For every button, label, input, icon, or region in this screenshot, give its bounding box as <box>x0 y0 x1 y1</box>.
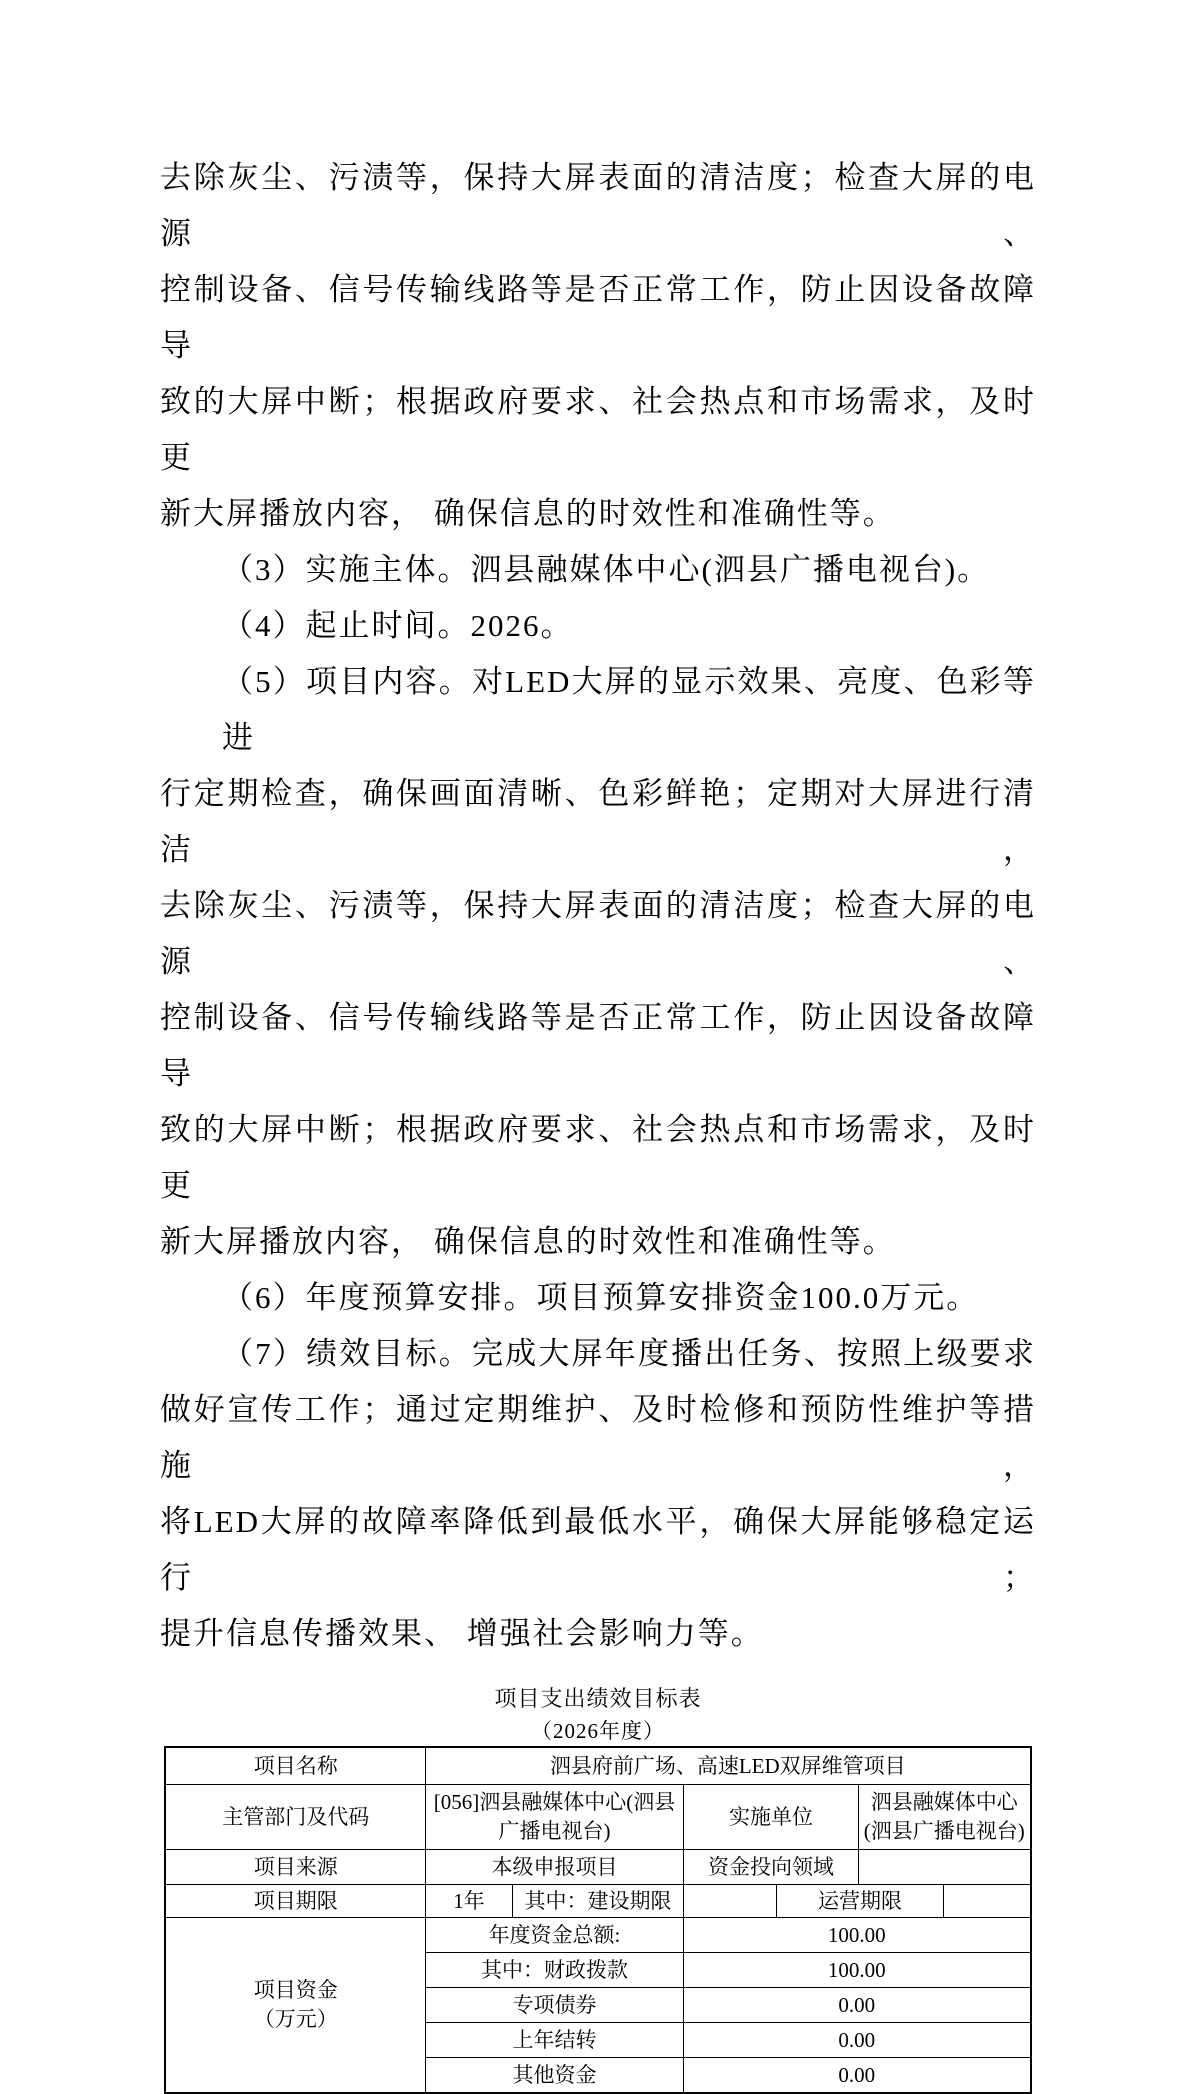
performance-goal-table <box>164 1746 1031 2094</box>
cell-dept-label: 主管部门及代码 <box>165 1785 425 1850</box>
body-text <box>160 150 1036 1662</box>
cell-funds-row-value: 100.00 <box>683 1918 1030 1953</box>
body-line: 去除灰尘、污渍等，保持大屏表面的清洁度；检查大屏的电源、 <box>160 160 1036 251</box>
cell-operation-period <box>943 1885 1030 1918</box>
cell-construction-period <box>683 1885 776 1918</box>
body-line: 致的大屏中断；根据政府要求、社会热点和市场需求，及时更 <box>160 1112 1036 1203</box>
table-row <box>165 1885 1030 1918</box>
table-title: 项目支出绩效目标表 <box>494 1686 702 1711</box>
cell-source-label: 项目来源 <box>165 1850 425 1885</box>
body-line: （6）年度预算安排。项目预算安排资金100.0万元。 <box>222 1280 980 1315</box>
cell-period-label: 项目期限 <box>165 1885 425 1918</box>
cell-funds-row-value: 0.00 <box>683 1988 1030 2023</box>
body-line: 控制设备、信号传输线路等是否正常工作，防止因设备故障导 <box>160 1000 1036 1091</box>
cell-funds-row-label: 其中：财政拨款 <box>425 1953 683 1988</box>
body-line: 去除灰尘、污渍等，保持大屏表面的清洁度；检查大屏的电源、 <box>160 888 1036 979</box>
cell-funds-row-value: 0.00 <box>683 2058 1030 2094</box>
body-line: 将LED大屏的故障率降低到最低水平，确保大屏能够稳定运行； <box>160 1504 1036 1595</box>
table-row <box>165 1785 1030 1850</box>
cell-invest-field <box>858 1850 1030 1885</box>
body-line: 控制设备、信号传输线路等是否正常工作，防止因设备故障导 <box>160 272 1036 363</box>
body-line: 新大屏播放内容， 确保信息的时效性和准确性等。 <box>160 1224 896 1259</box>
body-line: 提升信息传播效果、 增强社会影响力等。 <box>160 1616 764 1651</box>
body-line: （5）项目内容。对LED大屏的显示效果、亮度、色彩等进 <box>222 664 1036 755</box>
cell-funds-label: 项目资金 （万元） <box>165 1918 425 2094</box>
body-line: （4）起止时间。2026。 <box>222 608 574 643</box>
cell-dept: [056]泗县融媒体中心(泗县 广播电视台) <box>425 1785 683 1850</box>
cell-funds-row-label: 年度资金总额: <box>425 1918 683 1953</box>
table-row <box>165 1918 1030 1953</box>
body-line: （3）实施主体。泗县融媒体中心(泗县广播电视台)。 <box>222 552 991 587</box>
table-subtitle: （2026年度） <box>531 1719 665 1743</box>
cell-funds-row-label: 其他资金 <box>425 2058 683 2094</box>
cell-project-name-label: 项目名称 <box>165 1747 425 1785</box>
body-line: （7）绩效目标。完成大屏年度播出任务、按照上级要求 <box>222 1336 1036 1371</box>
body-line: 做好宣传工作；通过定期维护、及时检修和预防性维护等措施， <box>160 1392 1036 1483</box>
cell-project-name: 泗县府前广场、高速LED双屏维管项目 <box>425 1747 1030 1785</box>
cell-operation-period-label: 运营期限 <box>776 1885 943 1918</box>
cell-impl-unit-label: 实施单位 <box>683 1785 858 1850</box>
cell-period: 1年 <box>425 1885 512 1918</box>
cell-funds-row-value: 0.00 <box>683 2023 1030 2058</box>
body-line: 致的大屏中断；根据政府要求、社会热点和市场需求，及时更 <box>160 384 1036 475</box>
cell-invest-field-label: 资金投向领域 <box>683 1850 858 1885</box>
body-line: 行定期检查，确保画面清晰、色彩鲜艳；定期对大屏进行清洁， <box>160 776 1036 867</box>
document-content <box>160 150 1036 2094</box>
cell-construction-period-label: 其中：建设期限 <box>512 1885 683 1918</box>
table-row <box>165 1747 1030 1785</box>
cell-funds-row-label: 专项债券 <box>425 1988 683 2023</box>
cell-funds-row-label: 上年结转 <box>425 2023 683 2058</box>
body-line: 新大屏播放内容， 确保信息的时效性和准确性等。 <box>160 496 896 531</box>
table-row <box>165 1850 1030 1885</box>
cell-source: 本级申报项目 <box>425 1850 683 1885</box>
cell-funds-row-value: 100.00 <box>683 1953 1030 1988</box>
cell-impl-unit: 泗县融媒体中心 (泗县广播电视台) <box>858 1785 1030 1850</box>
